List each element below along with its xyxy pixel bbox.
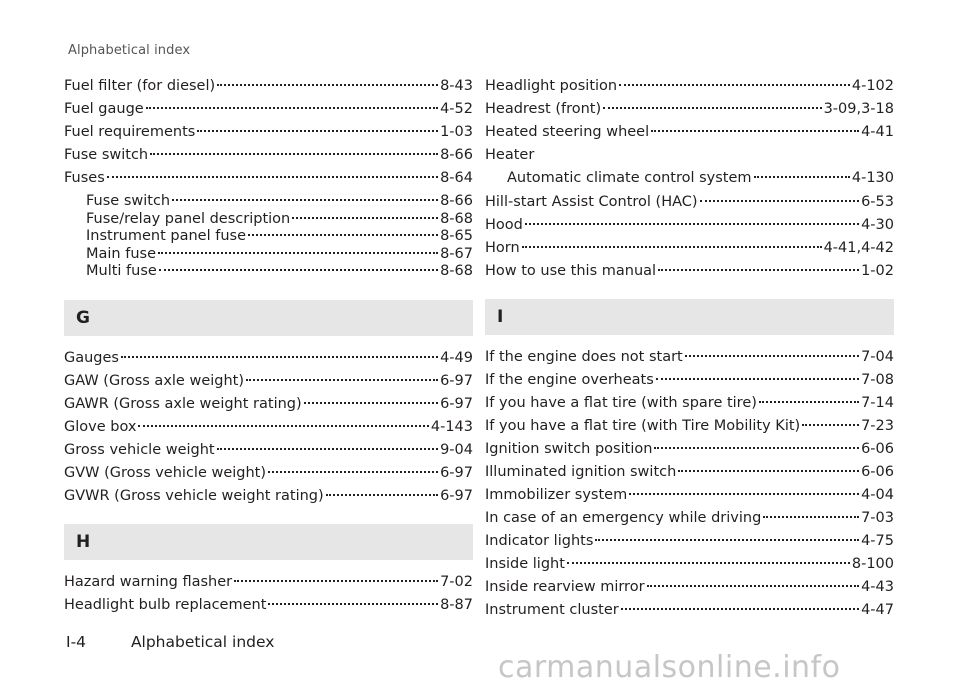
dot-leader [754,176,850,178]
dot-leader [700,200,860,202]
dot-leader [651,130,859,132]
index-page-ref: 7-02 [440,573,473,590]
index-term: Headrest (front) [485,101,602,117]
index-page-ref: 8-100 [851,555,894,572]
index-page-ref: 8-68 [440,210,473,227]
index-entry [485,487,894,510]
footer-page-number: I-4 [66,633,87,651]
index-term: Heated steering wheel [485,124,650,140]
dot-leader [146,107,438,109]
dot-leader [525,223,859,225]
index-subentry [64,263,473,281]
index-term: In case of an emergency while driving [485,509,762,526]
index-entry [64,124,473,147]
footer-title: Alphabetical index [130,633,275,651]
index-page-ref: 8-68 [440,263,473,279]
index-entry [64,101,473,124]
index-page-ref: 4-43 [861,578,894,595]
index-page-ref: 8-64 [440,170,473,186]
index-page-ref: 7-03 [861,509,894,526]
index-subentry [64,228,473,246]
i-entries [485,349,894,625]
dot-leader [304,402,438,404]
index-page-ref: 6-97 [440,395,473,412]
section-header-g: G [64,300,473,336]
index-term: Glove box [64,418,137,435]
index-page-ref: 1-02 [861,262,894,279]
index-term: Inside light [485,555,565,572]
index-entry [64,78,473,101]
h-entries-left [64,574,473,620]
dot-leader [150,153,438,155]
index-term: Hill-start Assist Control (HAC) [485,193,698,210]
dot-leader [603,107,821,109]
dot-leader [621,608,859,610]
index-entry [485,579,894,602]
index-term: Fuse/relay panel description [86,210,291,227]
index-term: Fuse switch [64,147,149,163]
dot-leader [121,356,438,358]
index-page-ref: 4-75 [861,532,894,549]
index-page-ref: 4-04 [861,486,894,503]
index-term: Gauges [64,349,119,366]
index-page-ref: 6-53 [861,193,894,210]
index-subentry [64,246,473,264]
index-page-ref: 7-08 [861,371,894,388]
index-page-ref: 7-23 [861,417,894,434]
index-entry-heater: Heater [485,147,535,163]
index-entry [485,441,894,464]
dot-leader [678,470,859,472]
index-term: Fuses [64,170,105,186]
index-entry [64,147,473,170]
index-entry [485,418,894,441]
index-entry [64,442,473,465]
index-page-ref: 4-41,4-42 [823,239,894,256]
index-entry [485,372,894,395]
index-entry [485,124,894,147]
index-page-ref: 8-67 [440,245,473,262]
index-entry [64,488,473,511]
index-page-ref: 4-49 [440,349,473,366]
index-page-ref: 3-09,3-18 [823,101,894,117]
index-page-ref: 4-102 [851,78,894,94]
index-entry [485,240,894,263]
index-page-ref: 9-04 [440,441,473,458]
index-term: Gross vehicle weight [64,441,215,458]
dot-leader [802,424,859,426]
dot-leader [647,585,860,587]
index-entry [64,373,473,396]
watermark: carmanualsonline.info [498,650,841,685]
index-entry [485,464,894,487]
dot-leader [107,176,438,178]
index-page-ref: 4-143 [430,418,473,435]
dot-leader [217,84,438,86]
index-page-ref: 7-04 [861,348,894,365]
section-header-h: H [64,524,473,560]
index-page-ref: 8-43 [440,78,473,94]
dot-leader [326,494,438,496]
dot-leader [595,539,859,541]
index-term: GAW (Gross axle weight) [64,372,245,389]
index-page-ref: 4-47 [861,601,894,618]
dot-leader [197,130,438,132]
fuses-subentries [64,193,473,281]
index-entry [485,533,894,556]
index-term: Fuel gauge [64,101,144,117]
index-term: GVWR (Gross vehicle weight rating) [64,487,324,504]
index-subentry [64,211,473,229]
index-term: Instrument panel fuse [86,228,246,244]
dot-leader [138,425,428,427]
index-entry [485,510,894,533]
index-term: Ignition switch position [485,440,653,457]
index-page-ref: 6-06 [861,440,894,457]
dot-leader [158,252,438,254]
index-entry [485,101,894,124]
dot-leader [234,580,438,582]
index-entry [485,395,894,418]
index-entry [485,194,894,217]
index-entry [485,349,894,372]
index-page-ref: 4-30 [861,216,894,233]
index-column-left [64,78,473,620]
index-page-ref: 6-97 [440,372,473,389]
index-page-ref: 8-65 [440,228,473,244]
index-page-ref: 8-87 [440,596,473,613]
index-entry [64,350,473,373]
index-term: Automatic climate control system [507,170,752,186]
dot-leader [292,217,438,219]
index-term: If the engine overheats [485,371,654,388]
index-entry [485,217,894,240]
dot-leader [759,401,859,403]
index-term: Illuminated ignition switch [485,463,677,480]
index-term: Inside rearview mirror [485,578,645,595]
f-entries [64,78,473,193]
section-header-i: I [485,299,894,335]
dot-leader [654,447,859,449]
index-entry [485,556,894,579]
index-entry [64,465,473,488]
index-page-ref: 1-03 [440,124,473,140]
index-entry [64,419,473,442]
dot-leader [268,603,438,605]
index-entry [64,170,473,193]
dot-leader [159,269,438,271]
index-term: If you have a flat tire (with spare tire) [485,394,757,411]
index-term: Instrument cluster [485,601,619,618]
index-term: Horn [485,239,520,256]
index-term: GAWR (Gross axle weight rating) [64,395,302,412]
dot-leader [629,493,859,495]
index-page-ref: 6-97 [440,487,473,504]
h-entries-right-b [485,194,894,286]
index-page-ref: 7-14 [861,394,894,411]
index-page-ref: 8-66 [440,147,473,163]
index-entry [64,574,473,597]
index-page-ref: 8-66 [440,193,473,209]
index-column-right [485,78,894,625]
index-subentry [64,193,473,211]
index-page-ref: 6-97 [440,464,473,481]
dot-leader [172,199,438,201]
index-page-ref: 4-52 [440,101,473,117]
dot-leader [248,234,438,236]
index-term: Fuse switch [86,193,171,209]
dot-leader [685,355,859,357]
index-term: Headlight bulb replacement [64,596,267,613]
dot-leader [522,246,822,248]
dot-leader [217,448,438,450]
dot-leader [763,516,859,518]
dot-leader [246,379,438,381]
dot-leader [656,378,859,380]
index-term: If you have a flat tire (with Tire Mobility Kit) [485,417,801,434]
dot-leader [619,84,850,86]
index-entry [64,396,473,419]
dot-leader [658,269,859,271]
index-term: Fuel requirements [64,124,196,140]
index-term: How to use this manual [485,262,657,279]
page-footer [66,633,274,651]
h-entries-right-a [485,78,894,147]
index-term: Immobilizer system [485,486,628,503]
g-entries [64,350,473,511]
index-term: Hood [485,216,523,233]
index-entry [485,78,894,101]
index-entry [485,263,894,286]
index-term: Hazard warning flasher [64,573,233,590]
index-term: Headlight position [485,78,618,94]
index-term: GVW (Gross vehicle weight) [64,464,267,481]
index-entry [64,597,473,620]
index-term: Multi fuse [86,263,157,279]
index-term: Fuel filter (for diesel) [64,78,216,94]
index-term: Indicator lights [485,532,594,549]
dot-leader [567,562,850,564]
running-header: Alphabetical index [68,43,191,58]
dot-leader [268,471,438,473]
index-subentry [485,170,894,188]
index-term: Main fuse [86,245,156,262]
index-page-ref: 4-130 [851,170,894,186]
index-page-ref: 4-41 [861,124,894,140]
index-term: If the engine does not start [485,348,683,365]
index-entry [485,602,894,625]
index-page-ref: 6-06 [861,463,894,480]
